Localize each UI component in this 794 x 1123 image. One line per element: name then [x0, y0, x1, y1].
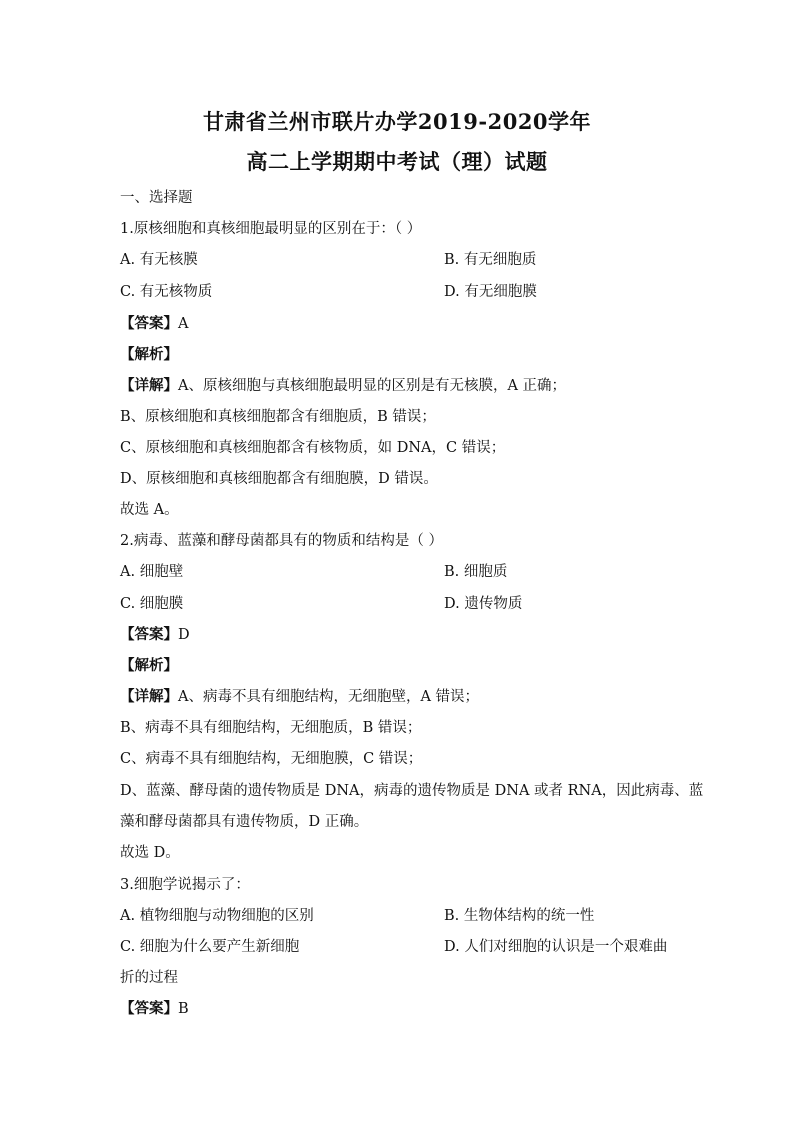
q3-answer-label: 【答案】	[120, 1000, 178, 1017]
q2-option-c: C. 细胞膜	[120, 596, 184, 612]
q2-detail-line: C、病毒不具有细胞结构，无细胞膜，C 错误；	[120, 751, 423, 767]
q2-conclusion: 故选 D。	[120, 845, 180, 861]
section-heading: 一、选择题	[120, 190, 193, 206]
q2-detail	[120, 685, 479, 706]
q2-option-d: D. 遗传物质	[444, 596, 523, 612]
q1-option-d: D. 有无细胞膜	[444, 284, 537, 300]
q1-stem: 1.原核细胞和真核细胞最明显的区别在于：（ ）	[120, 221, 422, 237]
q1-detail	[120, 374, 566, 395]
q3-answer	[120, 997, 189, 1018]
q3-option-b: B. 生物体结构的统一性	[444, 908, 595, 924]
q1-option-b: B. 有无细胞质	[444, 252, 537, 268]
q1-conclusion: 故选 A。	[120, 502, 179, 518]
q2-option-b: B. 细胞质	[444, 564, 508, 580]
q3-answer-value: B	[178, 1001, 189, 1017]
q1-option-a: A. 有无核膜	[120, 252, 198, 268]
q2-answer	[120, 623, 190, 644]
q2-answer-label: 【答案】	[120, 626, 178, 643]
q1-detail-line: C、原核细胞和真核细胞都含有核物质，如 DNA，C 错误；	[120, 440, 506, 456]
q2-answer-value: D	[178, 627, 190, 643]
q2-stem: 2.病毒、蓝藻和酵母菌都具有的物质和结构是（ ）	[120, 533, 443, 549]
q3-option-d: D. 人们对细胞的认识是一个艰难曲	[444, 939, 668, 955]
title-line-2: 高二上学期期中考试（理）试题	[246, 149, 548, 174]
title-line-1: 甘肃省兰州市联片办学2019-2020学年	[202, 109, 592, 134]
q1-detail-first: A、原核细胞与真核细胞最明显的区别是有无核膜，A 正确；	[178, 378, 567, 394]
q1-detail-label: 【详解】	[120, 377, 178, 394]
q3-stem: 3.细胞学说揭示了：	[120, 877, 250, 893]
q3-option-c: C. 细胞为什么要产生新细胞	[120, 939, 300, 955]
q1-detail-line: B、原核细胞和真核细胞都含有细胞质，B 错误；	[120, 409, 436, 425]
q1-answer-label: 【答案】	[120, 315, 178, 332]
q3-option-d-wrap: 折的过程	[120, 970, 178, 986]
q2-detail-line: B、病毒不具有细胞结构，无细胞质，B 错误；	[120, 720, 422, 736]
q1-detail-line: D、原核细胞和真核细胞都含有细胞膜，D 错误。	[120, 471, 438, 487]
q2-detail-first: A、病毒不具有细胞结构，无细胞壁，A 错误；	[178, 689, 480, 705]
q2-detail-line: 藻和酵母菌都具有遗传物质，D 正确。	[120, 814, 369, 830]
q2-detail-label: 【详解】	[120, 688, 178, 705]
q1-answer-value: A	[178, 316, 189, 332]
q2-analysis-label: 【解析】	[120, 657, 178, 674]
q2-detail-line: D、蓝藻、酵母菌的遗传物质是 DNA，病毒的遗传物质是 DNA 或者 RNA，因此病毒、蓝	[120, 783, 704, 799]
q2-option-a: A. 细胞壁	[120, 564, 184, 580]
q1-answer	[120, 312, 188, 333]
q1-option-c: C. 有无核物质	[120, 284, 213, 300]
q1-analysis-label: 【解析】	[120, 346, 178, 363]
q3-option-a: A. 植物细胞与动物细胞的区别	[120, 908, 314, 924]
